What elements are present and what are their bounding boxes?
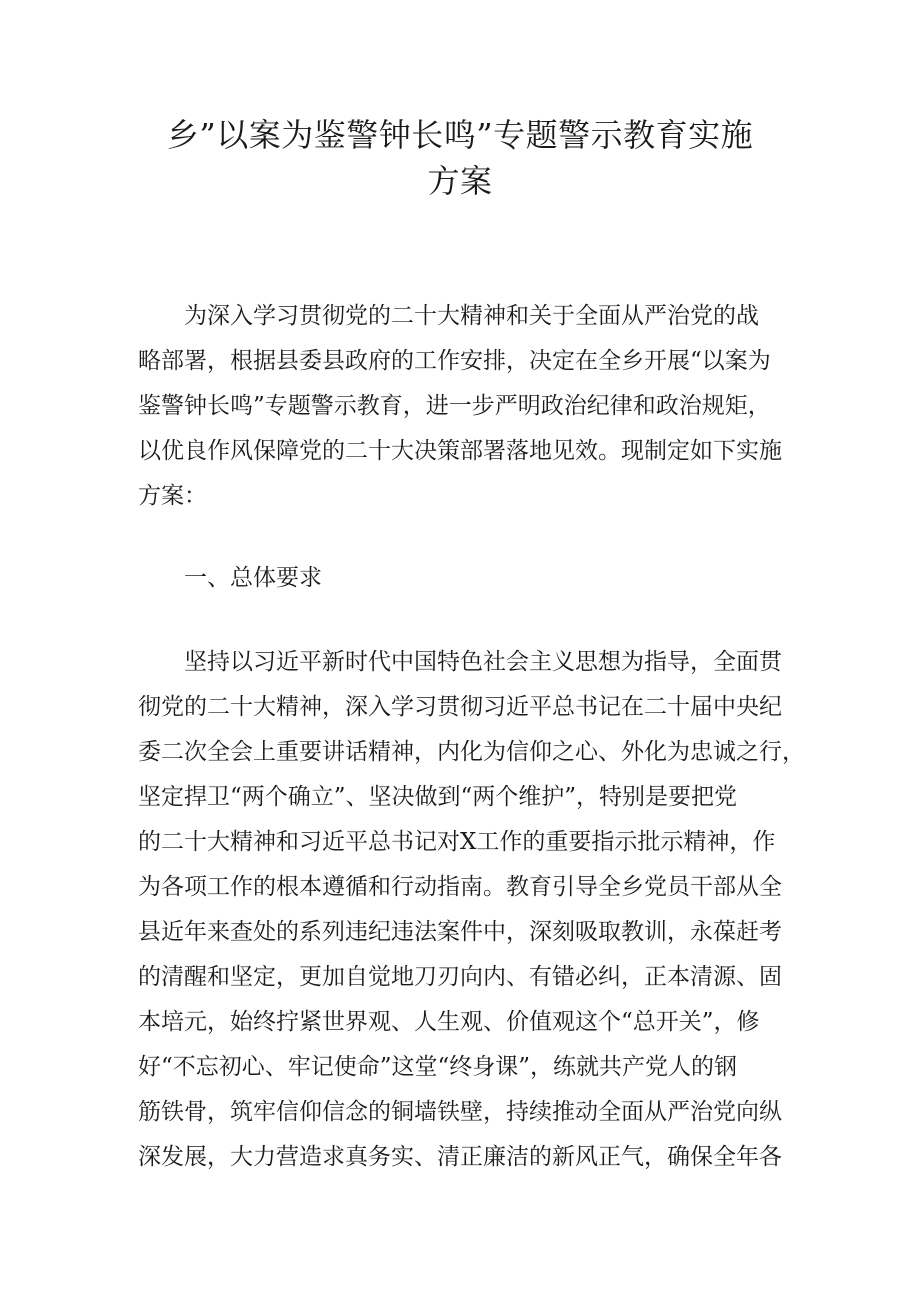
paragraph-line: 本培元，始终拧紧世界观、人生观、价值观这个“总开关”，修 bbox=[138, 1009, 760, 1035]
paragraph-line: 略部署，根据县委县政府的工作安排，决定在全乡开展“以案为 bbox=[138, 348, 771, 374]
intro-paragraph bbox=[138, 294, 788, 519]
title-line: 乡”以案为鉴警钟长鸣”专题警示教育实施 bbox=[166, 116, 754, 154]
title-line: 方案 bbox=[427, 162, 493, 200]
section-heading-text: 一、总体要求 bbox=[184, 565, 322, 591]
paragraph-line: 的清醒和坚定，更加自觉地刀刃向内、有错必纠，正本清源、固 bbox=[138, 964, 782, 990]
paragraph-line: 为深入学习贯彻党的二十大精神和关于全面从严治党的战 bbox=[184, 303, 759, 329]
paragraph-line: 好“不忘初心、牢记使命”这堂“终身课”，练就共产党人的钢 bbox=[138, 1054, 738, 1080]
paragraph-line: 为各项工作的根本遵循和行动指南。教育引导全乡党员干部从全 bbox=[138, 874, 782, 900]
paragraph-line: 坚定捍卫“两个确立”、坚决做到“两个维护”，特别是要把党 bbox=[138, 784, 738, 810]
paragraph-line: 筋铁骨，筑牢信仰信念的铜墙铁壁，持续推动全面从严治党向纵 bbox=[138, 1099, 782, 1125]
paragraph-line: 以优良作风保障党的二十大决策部署落地见效。现制定如下实施 bbox=[138, 438, 782, 464]
document-title bbox=[120, 112, 800, 204]
paragraph-line: 彻党的二十大精神，深入学习贯彻习近平总书记在二十届中央纪 bbox=[138, 694, 782, 720]
paragraph-line: 深发展，大力营造求真务实、清正廉洁的新风正气，确保全年各 bbox=[138, 1144, 782, 1170]
paragraph-line: 方案： bbox=[138, 483, 207, 509]
requirements-paragraph bbox=[138, 640, 805, 1180]
paragraph-line: 县近年来查处的系列违纪违法案件中，深刻吸取教训，永葆赶考 bbox=[138, 919, 782, 945]
paragraph-line: 委二次全会上重要讲话精神，内化为信仰之心、外化为忠诚之行， bbox=[138, 739, 805, 765]
paragraph-line: 的二十大精神和习近平总书记对X工作的重要指示批示精神，作 bbox=[138, 829, 776, 855]
paragraph-line: 坚持以习近平新时代中国特色社会主义思想为指导，全面贯 bbox=[184, 649, 782, 675]
section-heading bbox=[138, 556, 788, 601]
paragraph-line: 鉴警钟长鸣”专题警示教育，进一步严明政治纪律和政治规矩， bbox=[138, 393, 771, 419]
